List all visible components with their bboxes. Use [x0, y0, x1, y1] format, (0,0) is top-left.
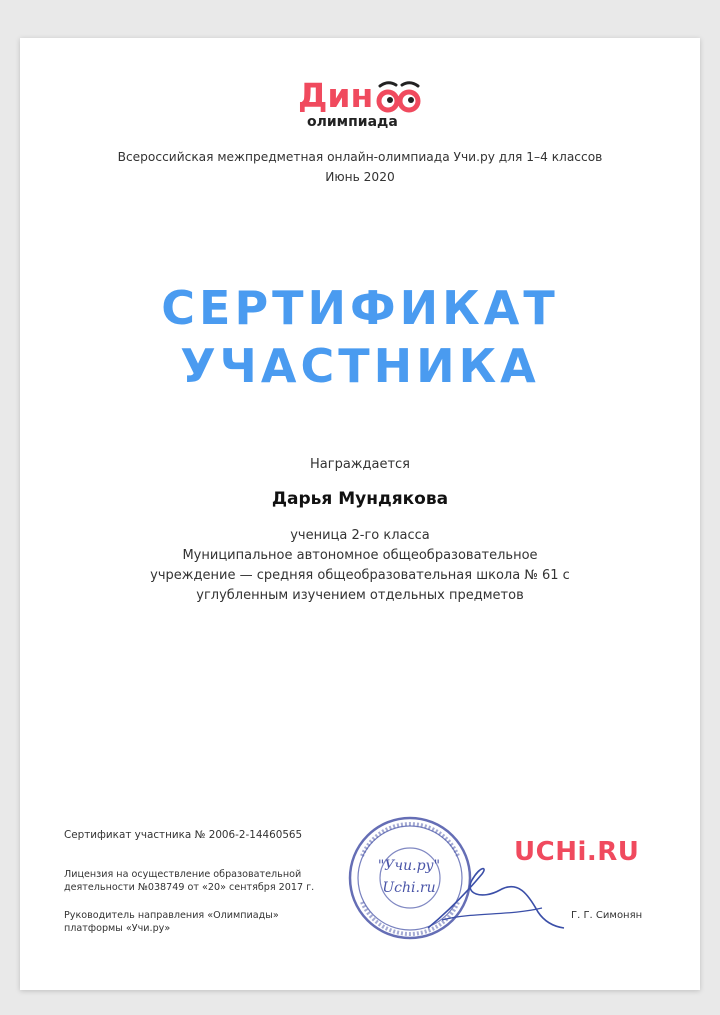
school-line1: Муниципальное автономное общеобразовательное: [182, 548, 538, 563]
license-line1: Лицензия на осуществление образовательной: [64, 869, 302, 880]
signer-name: Г. Г. Симонян: [571, 910, 643, 921]
logo-word: Дин: [298, 76, 374, 115]
logo-subtitle: олимпиада: [307, 114, 398, 130]
school-line2: учреждение — средняя общеобразовательная школа № 61 с: [150, 568, 570, 583]
uchi-ru-logo: UCHi.RU: [514, 837, 640, 867]
certificate-page: [20, 38, 700, 990]
dino-olympiad-logo: [296, 76, 426, 132]
logo-eyes-icon: [376, 80, 422, 116]
license-line2: деятельности №038749 от «20» сентября 2017 г.: [64, 882, 315, 893]
stamp-text-line2: Uchi.ru: [382, 880, 436, 896]
head-title-line1: Руководитель направления «Олимпиады»: [64, 910, 279, 921]
certificate-title-line1: СЕРТИФИКАТ: [161, 281, 559, 335]
olympiad-title: Всероссийская межпредметная онлайн-олимпиада Учи.ру для 1–4 классов: [117, 150, 603, 164]
school-line3: углубленным изучением отдельных предметов: [196, 588, 524, 603]
certificate-title-line2: УЧАСТНИКА: [180, 339, 540, 393]
recipient-grade: ученица 2-го класса: [290, 528, 430, 543]
stamp-text-line1: "Учи.ру": [377, 858, 441, 874]
awarded-label: Награждается: [310, 457, 410, 472]
olympiad-date: Июнь 2020: [325, 170, 395, 184]
recipient-name: Дарья Мундякова: [271, 489, 449, 509]
certificate-number: Сертификат участника № 2006-2-14460565: [64, 829, 303, 841]
head-title-line2: платформы «Учи.ру»: [64, 923, 171, 934]
